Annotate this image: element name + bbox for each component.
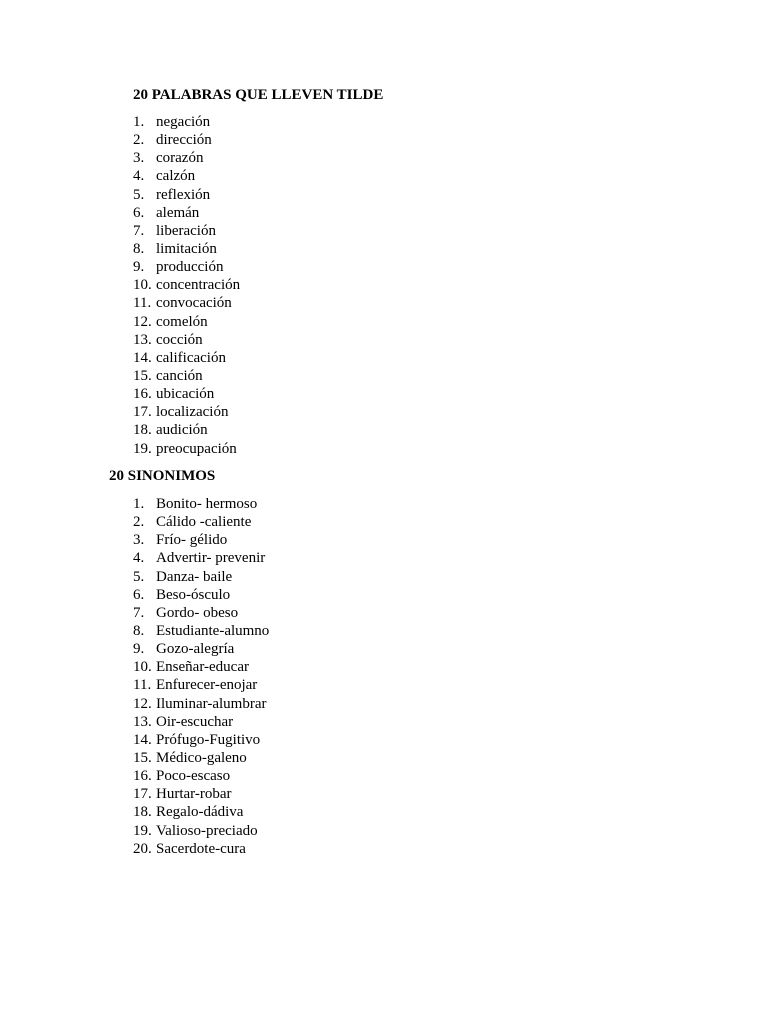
list-item bbox=[133, 367, 240, 385]
list-item bbox=[133, 658, 269, 676]
item-number: 18. bbox=[133, 804, 152, 821]
item-number: 19. bbox=[133, 440, 152, 457]
list-item bbox=[133, 767, 269, 785]
list-item bbox=[133, 149, 240, 167]
list-item bbox=[133, 313, 240, 331]
list-item bbox=[133, 713, 269, 731]
item-number: 15. bbox=[133, 367, 152, 384]
list-item bbox=[133, 222, 240, 240]
item-text: Médico-galeno bbox=[156, 749, 247, 766]
synonym-list bbox=[133, 495, 269, 858]
item-text: Danza- baile bbox=[156, 568, 233, 585]
item-number: 6. bbox=[133, 586, 145, 603]
list-item bbox=[133, 622, 269, 640]
item-text: dirección bbox=[156, 132, 212, 149]
item-text: reflexión bbox=[156, 186, 211, 203]
item-number: 20. bbox=[133, 840, 152, 857]
list-item bbox=[133, 240, 240, 258]
list-item bbox=[133, 331, 240, 349]
item-text: Gordo- obeso bbox=[156, 604, 239, 621]
item-number: 17. bbox=[133, 404, 152, 421]
list-item bbox=[133, 131, 240, 149]
item-number: 12. bbox=[133, 313, 152, 330]
item-number: 8. bbox=[133, 622, 145, 639]
item-number: 7. bbox=[133, 222, 145, 239]
list-item bbox=[133, 513, 269, 531]
item-number: 13. bbox=[133, 331, 152, 348]
list-item bbox=[133, 785, 269, 803]
list-item bbox=[133, 586, 269, 604]
item-text: producción bbox=[156, 259, 224, 276]
list-item bbox=[133, 349, 240, 367]
item-number: 18. bbox=[133, 422, 152, 439]
item-text: calificación bbox=[156, 349, 226, 366]
item-number: 1. bbox=[133, 114, 145, 130]
item-text: comelón bbox=[156, 313, 208, 330]
item-number: 2. bbox=[133, 514, 145, 531]
item-text: canción bbox=[156, 367, 203, 384]
item-text: preocupación bbox=[156, 440, 237, 457]
item-text: audición bbox=[156, 422, 208, 439]
item-text: Enseñar-educar bbox=[156, 659, 249, 676]
list-item bbox=[133, 294, 240, 312]
item-text: Bonito- hermoso bbox=[156, 496, 258, 512]
item-text: Oir-escuchar bbox=[156, 713, 234, 730]
item-text: Advertir- prevenir bbox=[156, 550, 266, 567]
item-text: Cálido -caliente bbox=[156, 514, 252, 531]
list-item bbox=[133, 822, 269, 840]
item-text: localización bbox=[156, 404, 229, 421]
list-item bbox=[133, 604, 269, 622]
item-number: 1. bbox=[133, 496, 145, 512]
item-text: Gozo-alegría bbox=[156, 641, 235, 658]
item-text: concentración bbox=[156, 277, 241, 294]
list-item bbox=[133, 840, 269, 858]
tilde-word-list bbox=[133, 113, 240, 458]
item-text: liberación bbox=[156, 222, 216, 239]
list-item bbox=[133, 640, 269, 658]
item-number: 14. bbox=[133, 731, 152, 748]
list-item bbox=[133, 385, 240, 403]
item-number: 3. bbox=[133, 532, 145, 549]
list-item bbox=[133, 495, 269, 513]
item-text: Beso-ósculo bbox=[156, 586, 231, 603]
item-number: 19. bbox=[133, 822, 152, 839]
item-text: Valioso-preciado bbox=[156, 822, 258, 839]
item-text: Regalo-dádiva bbox=[156, 804, 244, 821]
list-item bbox=[133, 803, 269, 821]
item-number: 10. bbox=[133, 659, 152, 676]
item-number: 16. bbox=[133, 768, 152, 785]
item-number: 12. bbox=[133, 695, 152, 712]
item-text: calzón bbox=[156, 168, 196, 185]
item-number: 9. bbox=[133, 641, 145, 658]
item-text: Frío- gélido bbox=[156, 532, 228, 549]
item-text: Hurtar-robar bbox=[156, 786, 232, 803]
list-item bbox=[133, 731, 269, 749]
section-heading-tilde: 20 PALABRAS QUE LLEVEN TILDE bbox=[133, 87, 384, 103]
list-item bbox=[133, 531, 269, 549]
item-number: 17. bbox=[133, 786, 152, 803]
list-item bbox=[133, 749, 269, 767]
list-item bbox=[133, 421, 240, 439]
list-item bbox=[133, 549, 269, 567]
item-text: Iluminar-alumbrar bbox=[156, 695, 267, 712]
item-number: 6. bbox=[133, 204, 145, 221]
item-number: 11. bbox=[133, 295, 152, 312]
item-text: limitación bbox=[156, 240, 217, 257]
list-item bbox=[133, 113, 240, 131]
item-number: 2. bbox=[133, 132, 145, 149]
item-text: Prófugo-Fugitivo bbox=[156, 731, 261, 748]
list-item bbox=[133, 568, 269, 586]
section-heading-sinonimos: 20 SINONIMOS bbox=[109, 468, 216, 484]
list-item bbox=[133, 440, 240, 458]
item-number: 14. bbox=[133, 349, 152, 366]
item-number: 13. bbox=[133, 713, 152, 730]
item-text: negación bbox=[156, 114, 211, 130]
item-number: 8. bbox=[133, 240, 145, 257]
list-item bbox=[133, 276, 240, 294]
item-text: Enfurecer-enojar bbox=[156, 677, 258, 694]
item-text: Poco-escaso bbox=[156, 768, 231, 785]
item-number: 10. bbox=[133, 277, 152, 294]
list-item bbox=[133, 167, 240, 185]
list-item bbox=[133, 403, 240, 421]
item-number: 15. bbox=[133, 749, 152, 766]
item-text: ubicación bbox=[156, 386, 215, 403]
item-number: 5. bbox=[133, 186, 145, 203]
list-item bbox=[133, 695, 269, 713]
list-item bbox=[133, 204, 240, 222]
list-item bbox=[133, 676, 269, 694]
item-number: 11. bbox=[133, 677, 152, 694]
item-text: Sacerdote-cura bbox=[156, 840, 246, 857]
item-text: alemán bbox=[156, 204, 200, 221]
item-text: corazón bbox=[156, 150, 204, 167]
list-item bbox=[133, 186, 240, 204]
item-number: 9. bbox=[133, 259, 145, 276]
item-number: 5. bbox=[133, 568, 145, 585]
item-number: 16. bbox=[133, 386, 152, 403]
item-text: convocación bbox=[156, 295, 232, 312]
item-text: cocción bbox=[156, 331, 203, 348]
item-number: 7. bbox=[133, 604, 145, 621]
item-number: 4. bbox=[133, 550, 145, 567]
item-number: 3. bbox=[133, 150, 145, 167]
item-number: 4. bbox=[133, 168, 145, 185]
list-item bbox=[133, 258, 240, 276]
item-text: Estudiante-alumno bbox=[156, 622, 270, 639]
